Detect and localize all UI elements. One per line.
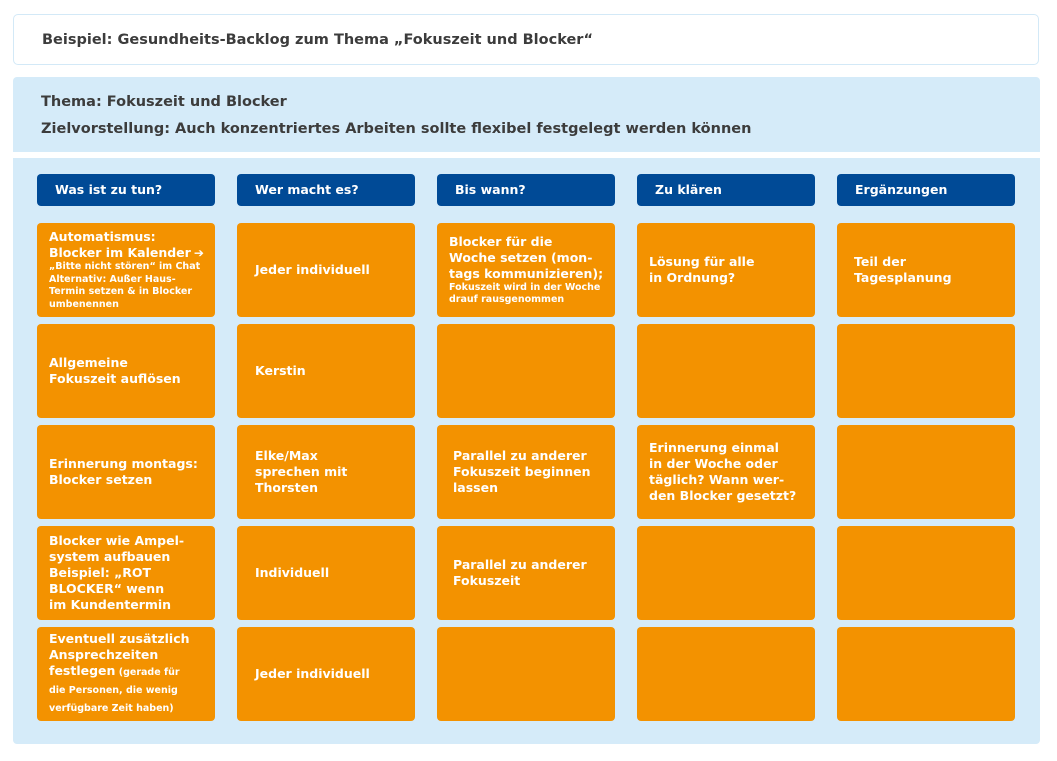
card-r2-who xyxy=(237,324,415,418)
title-box xyxy=(13,14,1039,65)
card-r1-who xyxy=(237,223,415,317)
card-main-text: Elke/Max sprechen mit Thorsten xyxy=(255,448,348,495)
card-main-text: Blocker für die Woche setzen (mon- tags kommunizieren); xyxy=(449,233,604,281)
card-main-text: Erinnerung einmal in der Woche oder täglich? Wann wer- den Blocker gesetzt? xyxy=(649,440,797,503)
card-main-text: Lösung für alle in Ordnung? xyxy=(649,254,755,285)
card-r5-additions xyxy=(837,627,1015,721)
card-r4-who xyxy=(237,526,415,620)
card-r3-clarify xyxy=(637,425,815,519)
card-r5-who xyxy=(237,627,415,721)
card-r4-additions xyxy=(837,526,1015,620)
card-main-text: Kerstin xyxy=(255,363,306,378)
column-header-todo: Was ist zu tun? xyxy=(37,174,215,206)
card-small-text: „Bitte nicht stören“ im Chat Alternativ: Außer Haus- Termin setzen & in Blocker umbenennen xyxy=(49,261,201,310)
card-r5-when xyxy=(437,627,615,721)
card-r4-todo xyxy=(37,526,215,620)
card-main-text: Jeder individuell xyxy=(255,666,370,681)
card-r2-clarify xyxy=(637,324,815,418)
card-r3-who xyxy=(237,425,415,519)
card-r4-when xyxy=(437,526,615,620)
arrow-right-icon: ➔ xyxy=(193,246,204,260)
card-main-text: Teil der Tagesplanung xyxy=(854,254,952,285)
goal-label: Zielvorstellung: Auch konzentriertes Arbeiten sollte flexibel festgelegt werden können xyxy=(41,121,752,137)
card-r2-when xyxy=(437,324,615,418)
card-main-text: Erinnerung montags: Blocker setzen xyxy=(49,456,198,487)
column-header-additions: Ergänzungen xyxy=(837,174,1015,206)
card-r1-when xyxy=(437,223,615,317)
column-header-clarify: Zu klären xyxy=(637,174,815,206)
card-r2-additions xyxy=(837,324,1015,418)
theme-panel xyxy=(13,77,1040,152)
card-r1-todo xyxy=(37,223,215,317)
card-r2-todo xyxy=(37,324,215,418)
card-main-text: Individuell xyxy=(255,565,330,580)
column-header-when: Bis wann? xyxy=(437,174,615,206)
card-r3-when xyxy=(437,425,615,519)
card-r3-additions xyxy=(837,425,1015,519)
card-sub-text: (gerade für die Personen, die wenig verfügbare Zeit haben) xyxy=(49,667,180,714)
column-header-who: Wer macht es? xyxy=(237,174,415,206)
theme-label: Thema: Fokuszeit und Blocker xyxy=(41,94,287,110)
card-main-text: Parallel zu anderer Fokuszeit beginnen lassen xyxy=(453,448,591,495)
card-r1-additions xyxy=(837,223,1015,317)
card-r5-clarify xyxy=(637,627,815,721)
card-small-text: Fokuszeit wird in der Woche drauf rausgenommen xyxy=(449,281,601,305)
card-r1-clarify xyxy=(637,223,815,317)
card-r3-todo xyxy=(37,425,215,519)
card-main-text: Blocker wie Ampel- system aufbauen Beispiel: „ROT BLOCKER“ wenn im Kundentermin xyxy=(49,533,185,612)
card-main-text: Automatismus: Blocker im Kalender xyxy=(49,229,191,260)
card-main-text: Allgemeine Fokuszeit auflösen xyxy=(49,355,181,386)
card-main-text: Jeder individuell xyxy=(255,262,370,277)
page-title: Beispiel: Gesundheits-Backlog zum Thema „Fokuszeit und Blocker“ xyxy=(42,32,593,48)
card-main-text: Eventuell zusätzlich Ansprechzeiten festlegen xyxy=(49,631,190,678)
card-r5-todo xyxy=(37,627,215,721)
card-r4-clarify xyxy=(637,526,815,620)
card-main-text: Parallel zu anderer Fokuszeit xyxy=(453,557,587,588)
